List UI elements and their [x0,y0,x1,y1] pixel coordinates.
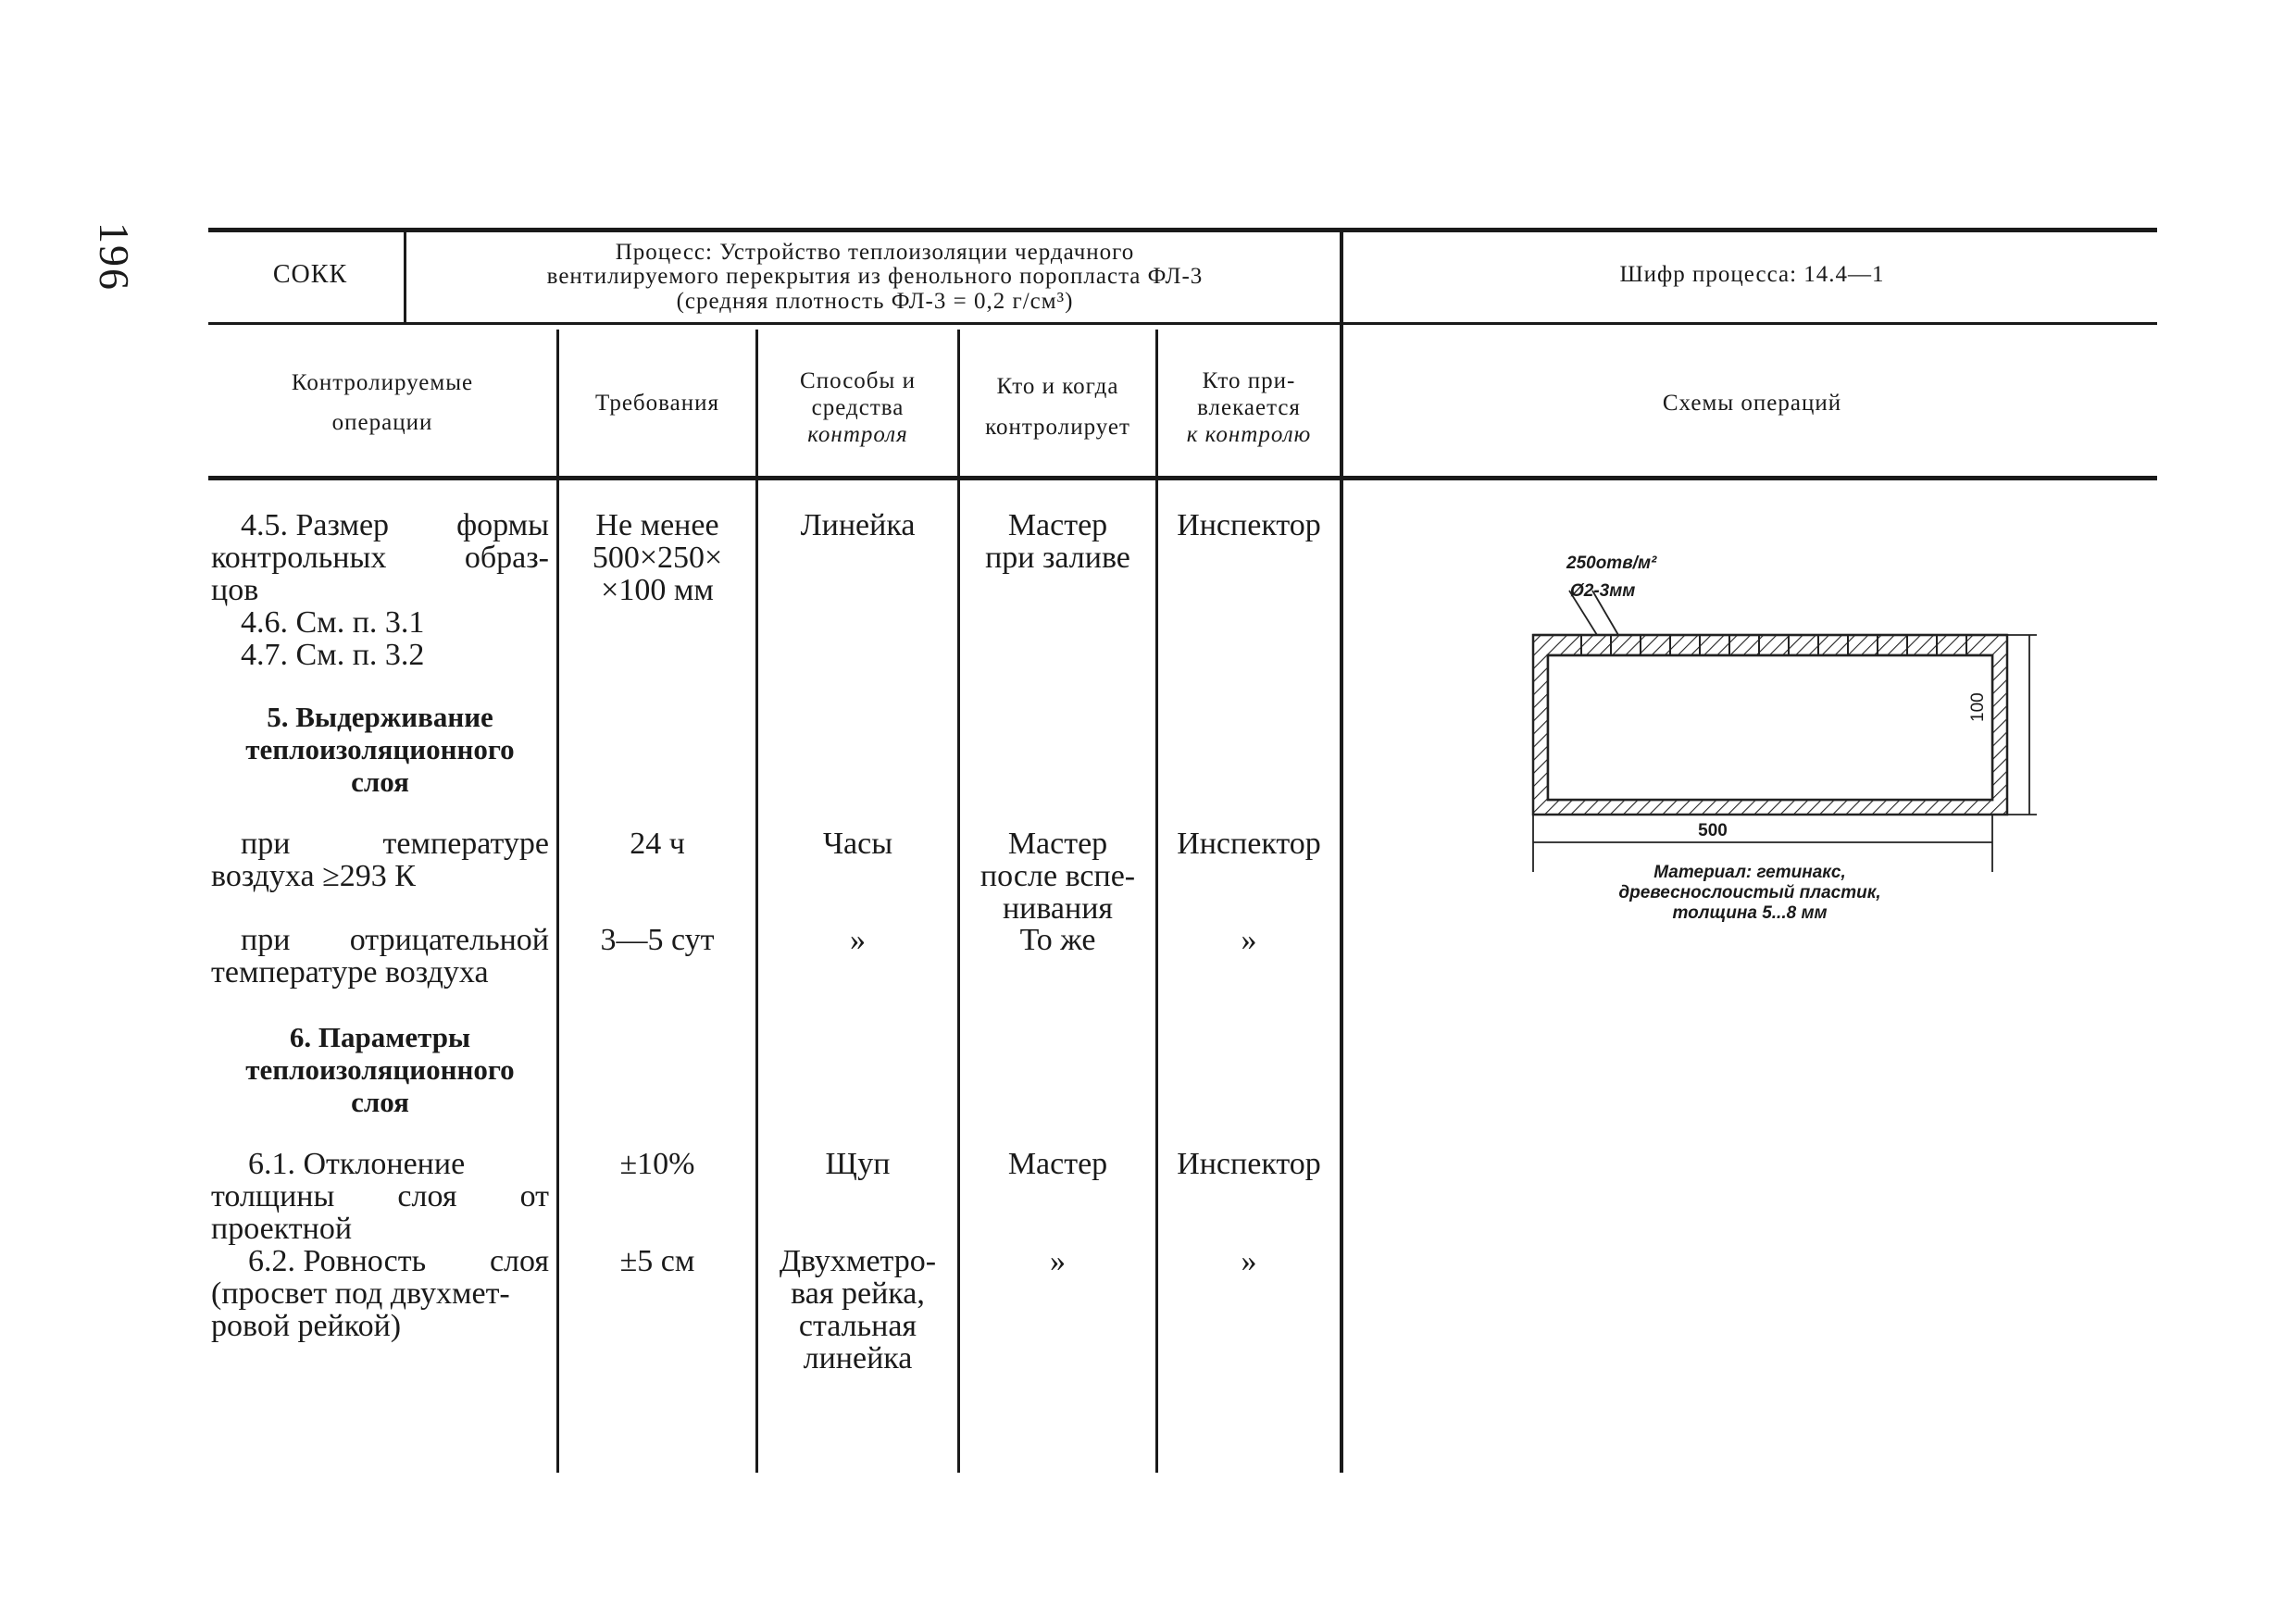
material-note [1565,863,1935,924]
r51-op-1a: при [241,827,291,861]
r51-op-1b: температуре [382,827,549,861]
row-6-2-requirement: ±5 см [619,1244,695,1278]
row-4-5-involved: Инспектор [1177,508,1321,542]
colhdr-schemes: Схемы операций [1662,391,1842,416]
r61-op-3: проектной [211,1212,353,1246]
row-5-2-operation [211,924,549,989]
section-6-title [211,1021,549,1118]
process-line-1: Процесс: Устройство теплоизоляции чердачного [615,240,1135,265]
colhdr-methods [758,368,957,448]
r51-who-1: Мастер [1007,827,1108,861]
row-5-1-requirement: 24 ч [630,827,685,861]
r52-op-1b: отрицательной [349,923,549,957]
r51-op-2: воздуха ≥293 К [211,859,416,893]
r61-op-2a: толщины [211,1179,335,1214]
colhdr-requirements: Требования [595,391,719,416]
row-5-2-method: » [850,923,866,957]
colhdr-operations [211,363,554,442]
header-cipher: Шифр процесса: 14.4—1 [1619,262,1885,287]
colhdr-who-1: Кто и когда [996,374,1119,399]
r61-op-2c: от [519,1179,549,1214]
colhdr-involved-1: Кто при- [1202,368,1296,393]
r62-op-3: ровой рейкой) [211,1309,402,1343]
r62-method-4: линейка [803,1341,913,1375]
colhdr-involved [1158,368,1340,448]
s5-title-1: 5. Выдерживание [267,701,493,733]
header-code-divider [404,232,406,322]
page-number: 196 [91,222,138,292]
row-5-1-who [960,828,1155,925]
row-5-1-involved: Инспектор [1177,827,1321,861]
s6-title-3: слоя [351,1086,409,1118]
scheme-divider [1340,232,1343,1473]
diameter-label: Ø2-3мм [1570,581,1636,601]
section-5-title [211,701,549,798]
r45-req-2: 500×250× [592,541,723,575]
colhdr-involved-2: влекается [1197,394,1301,420]
row-4-5-who [960,509,1155,574]
row-5-2-who: То же [1019,923,1096,957]
colhdr-methods-2: средства [811,394,905,420]
r45-op-2b: образ- [464,541,549,575]
s5-title-3: слоя [351,765,409,798]
top-rule [208,228,2157,232]
row-6-1-requirement: ±10% [619,1147,695,1181]
col-divider-4 [1155,330,1158,1473]
colhdr-operations-1: Контролируемые [291,370,474,395]
colhdr-who [960,367,1155,448]
dim-width-label: 500 [1698,821,1728,840]
r45-req-3: ×100 мм [601,573,714,607]
r45-who-1: Мастер [1007,508,1108,542]
r45-req-1: Не менее [595,508,719,542]
r62-method-3: стальная [798,1309,917,1343]
row-5-1-operation [211,828,549,892]
s5-title-2: теплоизоляционного [245,733,515,765]
r45-op-1b: формы [456,508,549,542]
material-line-2: древеснослоистый пластик, [1618,883,1881,902]
row-6-1-involved: Инспектор [1177,1147,1321,1181]
mold-cavity [1548,655,1992,800]
r51-who-2: после вспе- [980,859,1136,893]
r61-op-1: 6.1. Отклонение [248,1147,466,1181]
row-6-2-who: » [1050,1244,1066,1278]
r52-op-2: температуре воздуха [211,955,489,989]
row-6-1-method: Щуп [825,1147,891,1181]
header-process [412,241,1338,314]
colhdr-operations-2: операции [331,410,433,435]
column-header-rule [208,476,2157,480]
dim-height-label: 100 [1968,692,1988,722]
r45-op-3: цов [211,573,259,607]
row-6-1-operation [211,1148,549,1245]
header-code: СОКК [272,260,348,289]
r62-method-2: вая рейка, [791,1276,925,1311]
r62-method-1: Двухметро- [779,1244,937,1278]
row-6-2-operation [211,1245,549,1342]
colhdr-methods-3: контроля [807,421,908,447]
r45-op-1a: 4.5. Размер [241,508,390,542]
row-5-2-involved: » [1241,923,1257,957]
colhdr-who-2: контролирует [985,415,1130,440]
holes-label: 250отв/м² [1566,554,1657,573]
process-line-3: (средняя плотность ФЛ-3 = 0,2 г/см³) [676,288,1074,314]
r51-who-3: нивания [1002,891,1114,926]
r62-op-1b: слоя [489,1244,549,1278]
r62-op-1a: 6.2. Ровность [248,1244,427,1278]
row-6-2-method [758,1245,957,1375]
r45-op-2a: контрольных [211,541,387,575]
r45-who-2: при заливе [985,541,1130,575]
row-5-1-method: Часы [822,827,893,861]
r62-op-2: (просвет под двухмет- [211,1276,510,1311]
row-6-1-who: Мастер [1007,1147,1108,1181]
col-divider-1 [556,330,559,1473]
row-4-5-method: Линейка [800,508,916,542]
row-5-2-requirement: 3—5 сут [600,923,715,957]
r47-op: 4.7. См. п. 3.2 [241,638,425,672]
colhdr-involved-3: к контролю [1186,421,1312,447]
process-line-2: вентилируемого перекрытия из фенольного поропласта ФЛ-3 [546,264,1204,290]
r52-op-1a: при [241,923,291,957]
s6-title-1: 6. Параметры [289,1021,471,1053]
row-4-5-operation [211,509,549,671]
height-dimension [2007,635,2037,815]
s6-title-2: теплоизоляционного [245,1053,515,1086]
r46-op: 4.6. См. п. 3.1 [241,605,425,640]
material-line-1: Материал: гетинакс, [1653,863,1846,882]
material-line-3: толщина 5...8 мм [1672,903,1828,923]
row-4-5-requirement [559,509,755,606]
colhdr-methods-1: Способы и [800,368,916,393]
row-6-2-involved: » [1241,1244,1257,1278]
header-rule [208,322,2157,325]
r61-op-2b: слоя [397,1179,457,1214]
